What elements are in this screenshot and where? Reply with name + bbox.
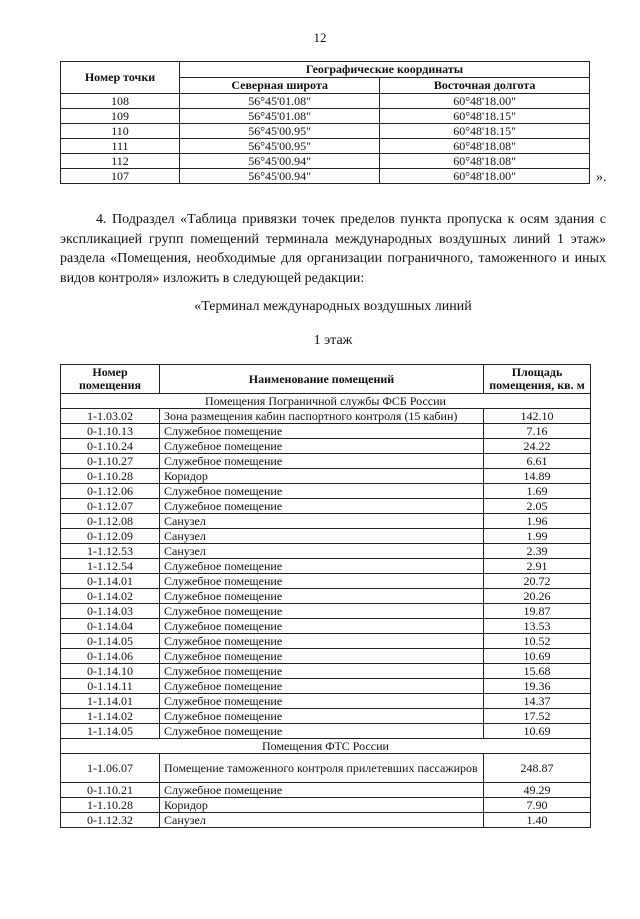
header-room-name: Наименование помещений — [160, 365, 484, 394]
room-area: 2.39 — [484, 544, 591, 559]
point-number: 107 — [61, 169, 180, 184]
coordinate-row — [61, 109, 590, 124]
room-area: 7.90 — [484, 798, 591, 813]
room-area: 10.69 — [484, 649, 591, 664]
room-number: 0-1.12.06 — [61, 484, 160, 499]
room-area: 19.87 — [484, 604, 591, 619]
north-latitude: 56°45'01.08" — [180, 109, 380, 124]
room-row — [61, 454, 591, 469]
page-number: 12 — [313, 30, 327, 45]
room-name: Служебное помещение — [160, 664, 484, 679]
room-row — [61, 634, 591, 649]
room-number: 0-1.10.24 — [61, 439, 160, 454]
room-number: 1-1.06.07 — [61, 754, 160, 783]
point-number: 108 — [61, 94, 180, 109]
room-row — [61, 409, 591, 424]
room-number: 0-1.14.10 — [61, 664, 160, 679]
room-row — [61, 724, 591, 739]
coordinate-row — [61, 124, 590, 139]
rooms-table — [60, 364, 591, 828]
room-number: 0-1.14.11 — [61, 679, 160, 694]
room-name: Санузел — [160, 514, 484, 529]
room-row — [61, 529, 591, 544]
section-row — [61, 739, 591, 754]
room-name: Служебное помещение — [160, 559, 484, 574]
room-name: Служебное помещение — [160, 604, 484, 619]
room-row — [61, 544, 591, 559]
room-number: 0-1.12.08 — [61, 514, 160, 529]
room-area: 1.40 — [484, 813, 591, 828]
room-name: Зона размещения кабин паспортного контроля (15 кабин) — [160, 409, 484, 424]
room-name: Служебное помещение — [160, 679, 484, 694]
room-row — [61, 664, 591, 679]
floor-label: 1 этаж — [313, 333, 353, 348]
room-name: Служебное помещение — [160, 783, 484, 798]
room-name: Служебное помещение — [160, 589, 484, 604]
room-number: 0-1.12.07 — [61, 499, 160, 514]
room-area: 17.52 — [484, 709, 591, 724]
room-area: 1.99 — [484, 529, 591, 544]
room-area: 142.10 — [484, 409, 591, 424]
room-number: 0-1.10.13 — [61, 424, 160, 439]
north-latitude: 56°45'01.08" — [180, 94, 380, 109]
section-title: Помещения Пограничной службы ФСБ России — [61, 394, 591, 409]
room-name: Служебное помещение — [160, 634, 484, 649]
room-row — [61, 514, 591, 529]
room-area: 15.68 — [484, 664, 591, 679]
room-row — [61, 813, 591, 828]
coordinate-row — [61, 154, 590, 169]
room-area: 13.53 — [484, 619, 591, 634]
room-row — [61, 798, 591, 813]
north-latitude: 56°45'00.95" — [180, 139, 380, 154]
header-geo-coordinates: Географические координаты — [180, 62, 590, 78]
room-row — [61, 589, 591, 604]
room-name: Служебное помещение — [160, 649, 484, 664]
room-name: Санузел — [160, 813, 484, 828]
point-number: 110 — [61, 124, 180, 139]
room-row — [61, 709, 591, 724]
header-north-latitude: Северная широта — [180, 78, 380, 94]
room-area: 14.37 — [484, 694, 591, 709]
room-area: 24.22 — [484, 439, 591, 454]
north-latitude: 56°45'00.94" — [180, 154, 380, 169]
room-row — [61, 604, 591, 619]
room-area: 1.96 — [484, 514, 591, 529]
room-area: 6.61 — [484, 454, 591, 469]
room-row — [61, 754, 591, 783]
room-name: Служебное помещение — [160, 724, 484, 739]
room-row — [61, 679, 591, 694]
section-title: Помещения ФТС России — [61, 739, 591, 754]
room-number: 1-1.14.02 — [61, 709, 160, 724]
room-name: Служебное помещение — [160, 574, 484, 589]
header-east-longitude: Восточная долгота — [380, 78, 590, 94]
header-room-number: Номер помещения — [61, 365, 160, 394]
room-name: Помещение таможенного контроля прилетевших пассажиров — [160, 754, 484, 783]
room-number: 0-1.14.02 — [61, 589, 160, 604]
coordinate-row — [61, 94, 590, 109]
section-row — [61, 394, 591, 409]
room-area: 10.69 — [484, 724, 591, 739]
room-area: 49.29 — [484, 783, 591, 798]
room-row — [61, 694, 591, 709]
room-area: 19.36 — [484, 679, 591, 694]
room-name: Служебное помещение — [160, 439, 484, 454]
room-row — [61, 484, 591, 499]
room-area: 20.72 — [484, 574, 591, 589]
room-number: 1-1.14.01 — [61, 694, 160, 709]
room-name: Служебное помещение — [160, 484, 484, 499]
room-row — [61, 424, 591, 439]
room-row — [61, 559, 591, 574]
room-number: 1-1.14.05 — [61, 724, 160, 739]
room-number: 1-1.10.28 — [61, 798, 160, 813]
east-longitude: 60°48'18.00" — [380, 94, 590, 109]
room-row — [61, 619, 591, 634]
room-area: 20.26 — [484, 589, 591, 604]
closing-quote: ». — [596, 170, 607, 185]
room-area: 7.16 — [484, 424, 591, 439]
north-latitude: 56°45'00.95" — [180, 124, 380, 139]
room-number: 0-1.10.28 — [61, 469, 160, 484]
room-number: 0-1.12.32 — [61, 813, 160, 828]
coordinates-table — [60, 61, 590, 184]
room-row — [61, 649, 591, 664]
room-row — [61, 783, 591, 798]
room-name: Санузел — [160, 529, 484, 544]
amendment-paragraph: 4. Подраздел «Таблица привязки точек пределов пункта пропуска к осям здания с экспликацией групп помещений терминала международных воздушных линий 1 этаж» раздела «Помещения, необходимые для организации пограничного, таможенного и иных видов контроля» изложить в следующей редакции: — [60, 212, 606, 286]
room-number: 0-1.14.06 — [61, 649, 160, 664]
room-area: 2.05 — [484, 499, 591, 514]
room-number: 1-1.12.54 — [61, 559, 160, 574]
room-number: 1-1.03.02 — [61, 409, 160, 424]
east-longitude: 60°48'18.00" — [380, 169, 590, 184]
room-name: Служебное помещение — [160, 499, 484, 514]
room-number: 0-1.10.27 — [61, 454, 160, 469]
room-area: 10.52 — [484, 634, 591, 649]
room-name: Служебное помещение — [160, 454, 484, 469]
room-row — [61, 469, 591, 484]
room-area: 2.91 — [484, 559, 591, 574]
coordinate-row — [61, 169, 590, 184]
room-number: 0-1.14.05 — [61, 634, 160, 649]
east-longitude: 60°48'18.15" — [380, 124, 590, 139]
room-name: Коридор — [160, 469, 484, 484]
east-longitude: 60°48'18.15" — [380, 109, 590, 124]
north-latitude: 56°45'00.94" — [180, 169, 380, 184]
room-name: Санузел — [160, 544, 484, 559]
east-longitude: 60°48'18.08" — [380, 139, 590, 154]
terminal-subtitle: «Терминал международных воздушных линий — [194, 299, 472, 314]
room-area: 1.69 — [484, 484, 591, 499]
room-number: 1-1.12.53 — [61, 544, 160, 559]
room-name: Служебное помещение — [160, 709, 484, 724]
room-name: Служебное помещение — [160, 619, 484, 634]
room-row — [61, 499, 591, 514]
room-number: 0-1.10.21 — [61, 783, 160, 798]
room-number: 0-1.14.01 — [61, 574, 160, 589]
room-number: 0-1.14.04 — [61, 619, 160, 634]
room-number: 0-1.14.03 — [61, 604, 160, 619]
room-number: 0-1.12.09 — [61, 529, 160, 544]
header-point-number: Номер точки — [61, 62, 180, 94]
coordinate-row — [61, 139, 590, 154]
room-area: 248.87 — [484, 754, 591, 783]
east-longitude: 60°48'18.08" — [380, 154, 590, 169]
header-room-area: Площадь помещения, кв. м — [484, 365, 591, 394]
room-name: Служебное помещение — [160, 424, 484, 439]
room-name: Коридор — [160, 798, 484, 813]
point-number: 111 — [61, 139, 180, 154]
room-name: Служебное помещение — [160, 694, 484, 709]
point-number: 109 — [61, 109, 180, 124]
point-number: 112 — [61, 154, 180, 169]
room-row — [61, 439, 591, 454]
room-row — [61, 574, 591, 589]
room-area: 14.89 — [484, 469, 591, 484]
